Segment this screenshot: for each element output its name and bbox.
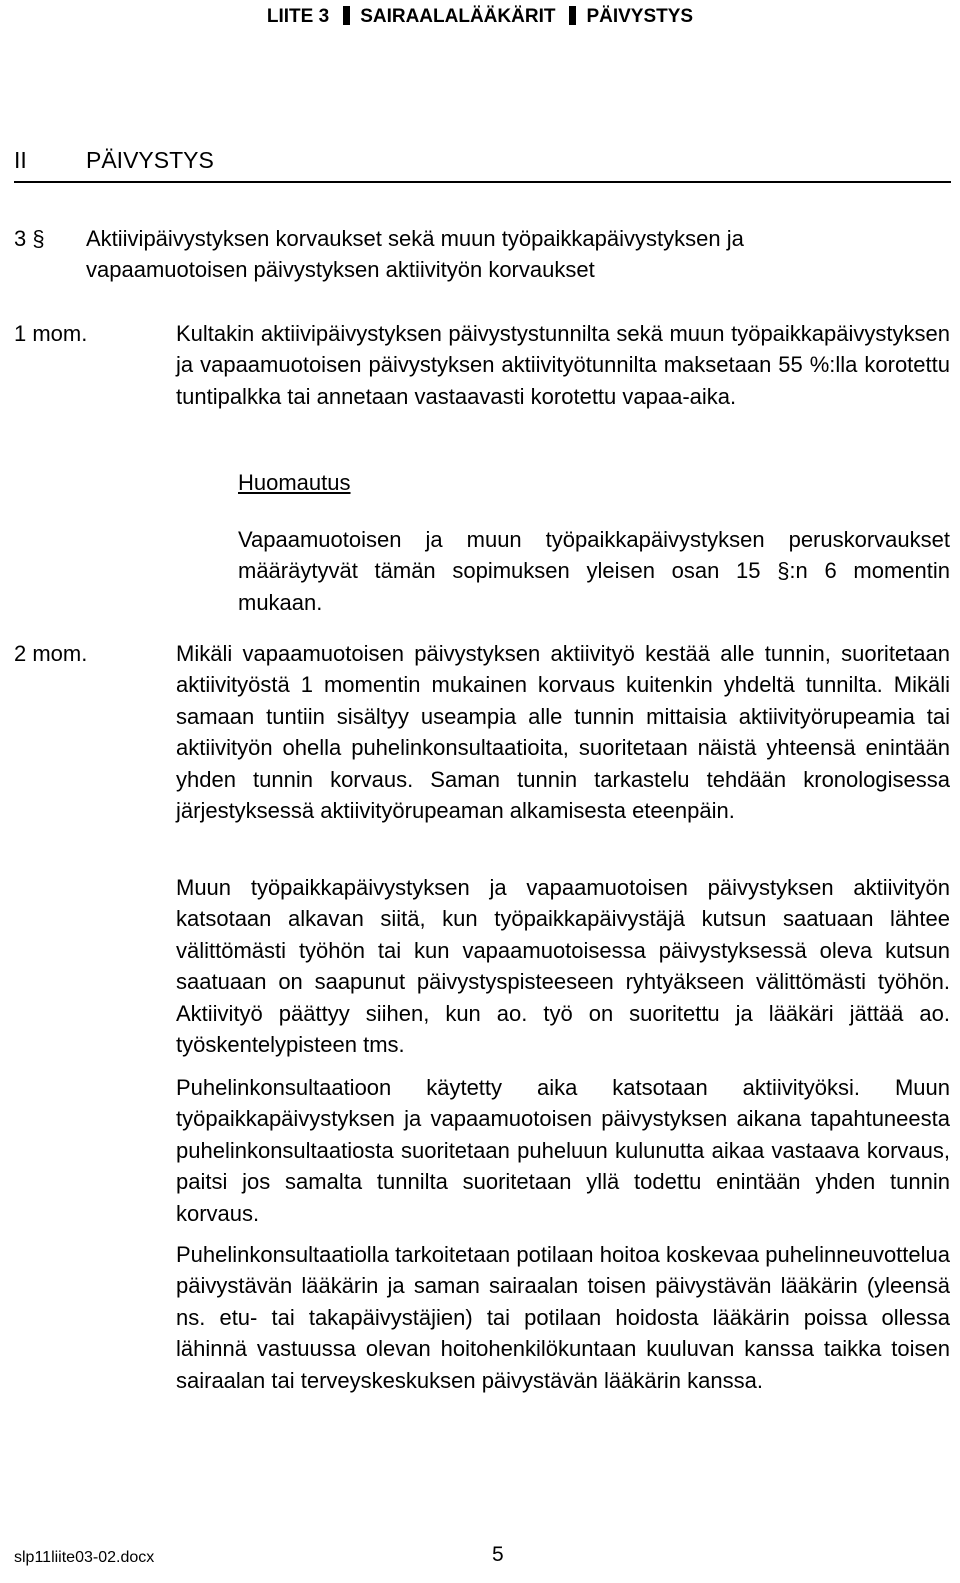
paragraph-title: Aktiivipäivystyksen korvaukset sekä muun työpaikkapäivystyksen ja vapaamuotoisen päivystyksen aktiivityön korvaukset bbox=[86, 226, 744, 283]
mom2-label: 2 mom. bbox=[14, 641, 88, 666]
note-title: Huomautus bbox=[238, 470, 351, 495]
mom1-label: 1 mom. bbox=[14, 321, 88, 346]
mom1-text: Kultakin aktiivipäivystyksen päivystystunnilta sekä muun työpaikkapäivystyksen ja vapaamuotoisen päivystyksen aktiivityötunnilta maksetaan 55 %:lla korotettu tuntipalkka tai annetaan vastaavasti korotettu vapaa-aika. bbox=[176, 321, 950, 409]
header-topic: PÄIVYSTYS bbox=[586, 6, 694, 27]
mom2-paragraph-1: Mikäli vapaamuotoisen päivystyksen aktiivityö kestää alle tunnin, suoritetaan aktiivityöstä 1 momentin mukainen korvaus kuitenkin yhdeltä tunnilta. Mikäli samaan tuntiin sisältyy useampia alle tunnin mittaisia aktiivityörupeamia tai aktiivityön ohella puhelinkonsultaatioita, suoritetaan näistä yhteensä enintään yhden tunnin korvaus. Saman tunnin tarkastelu tehdään kronologisessa järjestyksessä aktiivityörupeaman alkamisesta eteenpäin. bbox=[176, 641, 950, 824]
page-header bbox=[0, 6, 960, 28]
header-group: SAIRAALALÄÄKÄRIT bbox=[360, 6, 556, 27]
mom2-paragraph-3: Puhelinkonsultaatioon käytetty aika katsotaan aktiivityöksi. Muun työpaikkapäivystyksen ja vapaamuotoisen päivystyksen aikana tapahtuneesta puhelinkonsultaatiosta suoritetaan puheluun kulunutta aikaa vastaava korvaus, paitsi jos samalta tunnilta suoritetaan yllä todettu enintään yhden tunnin korvaus. bbox=[176, 1075, 950, 1226]
header-liite: LIITE 3 bbox=[266, 6, 330, 27]
footer-page-number: 5 bbox=[492, 1543, 504, 1566]
note-heading bbox=[238, 467, 351, 498]
mom2-paragraph-4: Puhelinkonsultaatiolla tarkoitetaan potilaan hoitoa koskevaa puhelinneuvottelua päivystävän lääkärin ja saman sairaalan toisen päivystävän lääkärin (yleensä ns. etu- tai takapäivystäjien) tai potilaan hoidosta lääkärin poissa ollessa lähinnä vastuussa olevan hoitohenkilökuntaan kuuluvan kanssa taikka toisen sairaalan tai terveyskeskuksen päivystävän lääkärin kanssa. bbox=[176, 1242, 950, 1393]
footer-filename: slp11liite03-02.docx bbox=[14, 1549, 155, 1566]
header-separator bbox=[343, 6, 350, 25]
mom2-paragraph-2: Muun työpaikkapäivystyksen ja vapaamuotoisen päivystyksen aktiivityön katsotaan alkavan siitä, kun työpaikkapäivystäjä kutsun saatuaan lähtee välittömästi työhön tai kun vapaamuotoisessa päivystyksessä oleva kutsun saatuaan on saapunut päivystyspisteeseen ryhtyäkseen välittömästi työhön. Aktiivityö päättyy siihen, kun ao. työ on suoritettu ja lääkäri jättää ao. työskentelypisteen tms. bbox=[176, 875, 950, 1058]
section-rule bbox=[14, 181, 951, 183]
section-title: PÄIVYSTYS bbox=[86, 147, 214, 173]
note-text: Vapaamuotoisen ja muun työpaikkapäivystyksen peruskorvaukset määräytyvät tämän sopimuksen yleisen osan 15 §:n 6 momentin mukaan. bbox=[238, 527, 950, 615]
header-separator bbox=[569, 6, 576, 25]
paragraph-number: 3 § bbox=[14, 226, 45, 251]
section-number: II bbox=[14, 147, 27, 173]
